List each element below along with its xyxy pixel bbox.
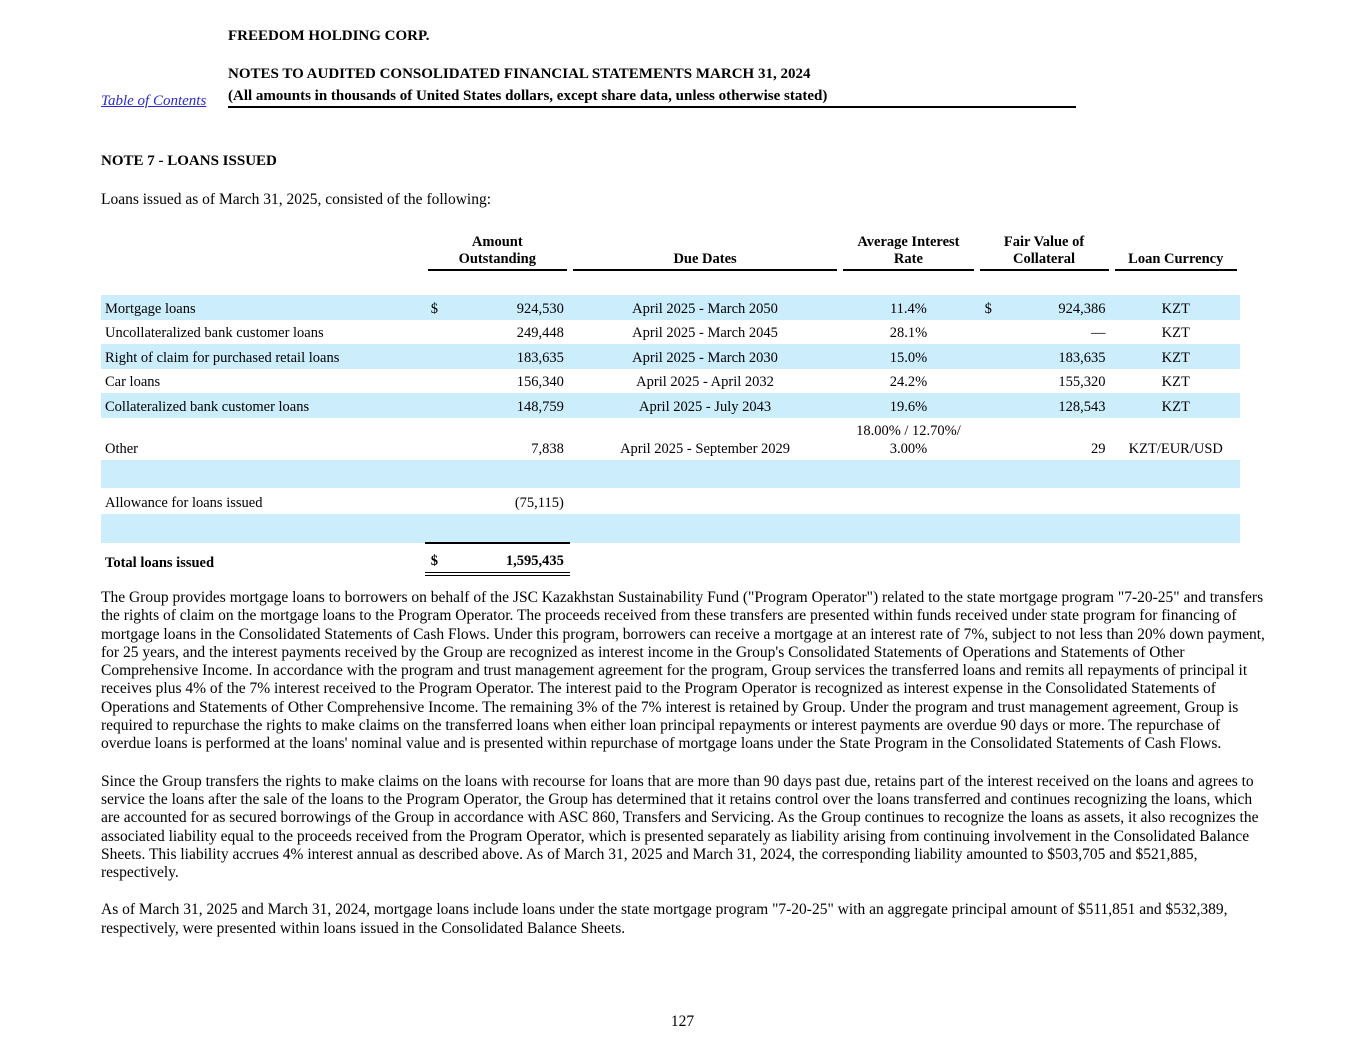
row-amount: 148,759 (454, 393, 570, 418)
row-dollar-sign (425, 320, 454, 345)
row-currency: KZT (1161, 325, 1190, 341)
row-rate-line1: 18.00% / 12.70%/ (856, 422, 961, 439)
row-fair-value: 183,635 (1008, 344, 1112, 369)
note-paragraphs (101, 589, 1271, 957)
row-amount: 249,448 (516, 325, 564, 341)
row-rate: 28.1% (889, 325, 928, 341)
row-fv-dollar-sign (977, 344, 1008, 369)
header-label-empty (101, 234, 425, 271)
table-row (101, 393, 1240, 418)
paragraph: The Group provides mortgage loans to borrowers on behalf of the JSC Kazakhstan Sustainability Fund ("Program Operator") related to the state mortgage program "7-20-25" and transfers the rights of claim on the mortgage loans to the Program Operator. The proceeds received from these transfers are presented within funds received under state program for financing of mortgage loans in the Consolidated Statements of Cash Flows. Under this program, borrowers can receive a mortgage at an interest rate of 7%, subject to not less than 20% down payment, for 25 years, and the interest payments received by the Group are recognized as interest income in the Group's Consolidated Statements of Operations and Statements of Other Comprehensive Income. In accordance with the program and trust management agreement for the program, Group services the transferred loans and remits all repayments of principal it receives plus 4% of the 7% interest received to the Program Operator. The interest paid to the Program Operator is recognized as interest expense in the Consolidated Statements of Operations and Statements of Other Comprehensive Income. The remaining 3% of the 7% interest is retained by Group. Under the program and trust management agreement, Group is required to repurchase the rights to make claims on the transferred loans when either loan principal repayments or interest payments are overdue 90 days or more. The repurchase of overdue loans is performed at the loans' nominal value and is presented within repurchase of mortgage loans under the State Program in the Consolidated Statements of Cash Flows. (101, 589, 1265, 753)
row-fair-value: — (1091, 325, 1106, 341)
allowance-dollar-empty (425, 488, 454, 514)
row-rate (840, 418, 976, 460)
row-amount: 924,530 (454, 295, 570, 320)
note-intro: Loans issued as of March 31, 2025, consisted of the following: (101, 191, 492, 208)
row-rate: 15.0% (840, 344, 976, 369)
total-empty (570, 543, 1240, 574)
allowance-amount: (75,115) (514, 494, 564, 511)
row-currency: KZT/EUR/USD (1128, 440, 1223, 457)
notes-title: NOTES TO AUDITED CONSOLIDATED FINANCIAL STATEMENTS MARCH 31, 2024 (228, 66, 811, 82)
header-amount-line1: Amount (471, 234, 523, 250)
row-due-dates: April 2025 - July 2043 (570, 393, 840, 418)
row-fv-dollar-sign (977, 320, 1008, 345)
row-amount: 156,340 (516, 374, 564, 390)
table-row (101, 418, 1240, 460)
row-amount: 183,635 (454, 344, 570, 369)
row-rate: 24.2% (889, 374, 928, 390)
row-fv-dollar-sign: $ (977, 295, 1008, 320)
row-fair-value: 155,320 (1058, 374, 1106, 390)
row-currency: KZT (1112, 344, 1240, 369)
paragraph: Since the Group transfers the rights to make claims on the loans with recourse for loans that are more than 90 days past due, retains part of the interest received on the loans and agrees to service the loans after the sale of the loans to the Program Operator, the Group has determined that it retains control over the loans transferred and continues recognizing the loans, which are accounted for as secured borrowings of the Group in accordance with ASC 860, Transfers and Servicing. As the Group continues to recognize the loans as assets, it also recognizes the associated liability equal to the proceeds received from the Program Operator, which is presented separately as liability arising from continuing involvement in the Consolidated Balance Sheets. This liability accrues 4% interest annual as described above. As of March 31, 2025 and March 31, 2024, the corresponding liability amounted to $503,705 and $521,885, respectively. (101, 772, 1259, 882)
header-rate-line2: Rate (893, 251, 923, 267)
page-number: 127 (670, 1013, 695, 1030)
amounts-note: (All amounts in thousands of United States dollars, except share data, unless otherwise stated) (228, 88, 1076, 108)
row-due-dates: April 2025 - March 2030 (570, 344, 840, 369)
row-due-dates: April 2025 - September 2029 (620, 440, 791, 457)
header-amount-line2: Outstanding (458, 251, 536, 267)
row-currency: KZT (1112, 295, 1240, 320)
header-currency-text: Loan Currency (1115, 251, 1237, 271)
row-dollar-sign (425, 393, 454, 418)
company-name: FREEDOM HOLDING CORP. (228, 28, 430, 44)
table-of-contents-link[interactable]: Table of Contents (101, 93, 207, 109)
row-fair-value: 29 (1091, 440, 1106, 457)
row-label: Mortgage loans (101, 295, 425, 320)
spacer-row (101, 271, 1240, 295)
header-amount-outstanding (425, 234, 570, 271)
row-fv-dollar-sign (977, 369, 1008, 394)
row-label: Other (105, 440, 139, 457)
row-fair-value: 924,386 (1008, 295, 1112, 320)
blank-row (101, 514, 1240, 543)
allowance-row (101, 488, 1240, 514)
row-rate-line2: 3.00% (889, 440, 928, 457)
loans-table (101, 234, 1240, 576)
row-dollar-sign (425, 418, 454, 460)
row-due-dates: April 2025 - April 2032 (636, 374, 774, 390)
row-due-dates: April 2025 - March 2050 (570, 295, 840, 320)
total-dollar-sign: $ (425, 543, 454, 574)
header-rate-line1: Average Interest (857, 234, 960, 250)
header-line (101, 88, 1076, 108)
row-amount: 7,838 (531, 440, 564, 457)
table-header-row (101, 234, 1240, 271)
header-average-interest-rate (840, 234, 976, 271)
header-loan-currency (1112, 234, 1240, 271)
row-dollar-sign (425, 369, 454, 394)
row-fv-dollar-sign (977, 393, 1008, 418)
paragraph: As of March 31, 2025 and March 31, 2024, mortgage loans include loans under the state mortgage program "7-20-25" with an aggregate principal amount of $511,851 and $532,389, respectively, were presented within loans issued in the Consolidated Balance Sheets. (101, 901, 1228, 937)
total-label: Total loans issued (105, 554, 215, 571)
table-row (101, 295, 1240, 320)
header-due-dates (570, 234, 840, 271)
header-due-dates-text: Due Dates (573, 251, 837, 271)
total-amount: 1,595,435 (454, 543, 570, 574)
row-currency: KZT (1112, 393, 1240, 418)
row-dollar-sign (425, 344, 454, 369)
row-rate: 19.6% (840, 393, 976, 418)
row-label: Car loans (105, 374, 161, 390)
row-dollar-sign: $ (425, 295, 454, 320)
row-fair-value: 128,543 (1008, 393, 1112, 418)
table-row (101, 320, 1240, 345)
table-row (101, 369, 1240, 394)
row-label: Collateralized bank customer loans (101, 393, 425, 418)
row-rate: 11.4% (840, 295, 976, 320)
header-fv-line1: Fair Value of (1003, 234, 1085, 250)
total-row (101, 543, 1240, 574)
row-fv-dollar-sign (977, 418, 1008, 460)
blank-row (101, 460, 1240, 488)
allowance-empty (570, 488, 1240, 514)
allowance-label: Allowance for loans issued (105, 494, 263, 511)
row-label: Uncollateralized bank customer loans (105, 325, 324, 341)
header-fair-value (977, 234, 1112, 271)
row-currency: KZT (1161, 374, 1190, 390)
table-row (101, 344, 1240, 369)
note-title: NOTE 7 - LOANS ISSUED (101, 153, 277, 169)
row-due-dates: April 2025 - March 2045 (632, 325, 778, 341)
header-fv-line2: Collateral (1013, 251, 1076, 267)
row-label: Right of claim for purchased retail loans (101, 344, 425, 369)
